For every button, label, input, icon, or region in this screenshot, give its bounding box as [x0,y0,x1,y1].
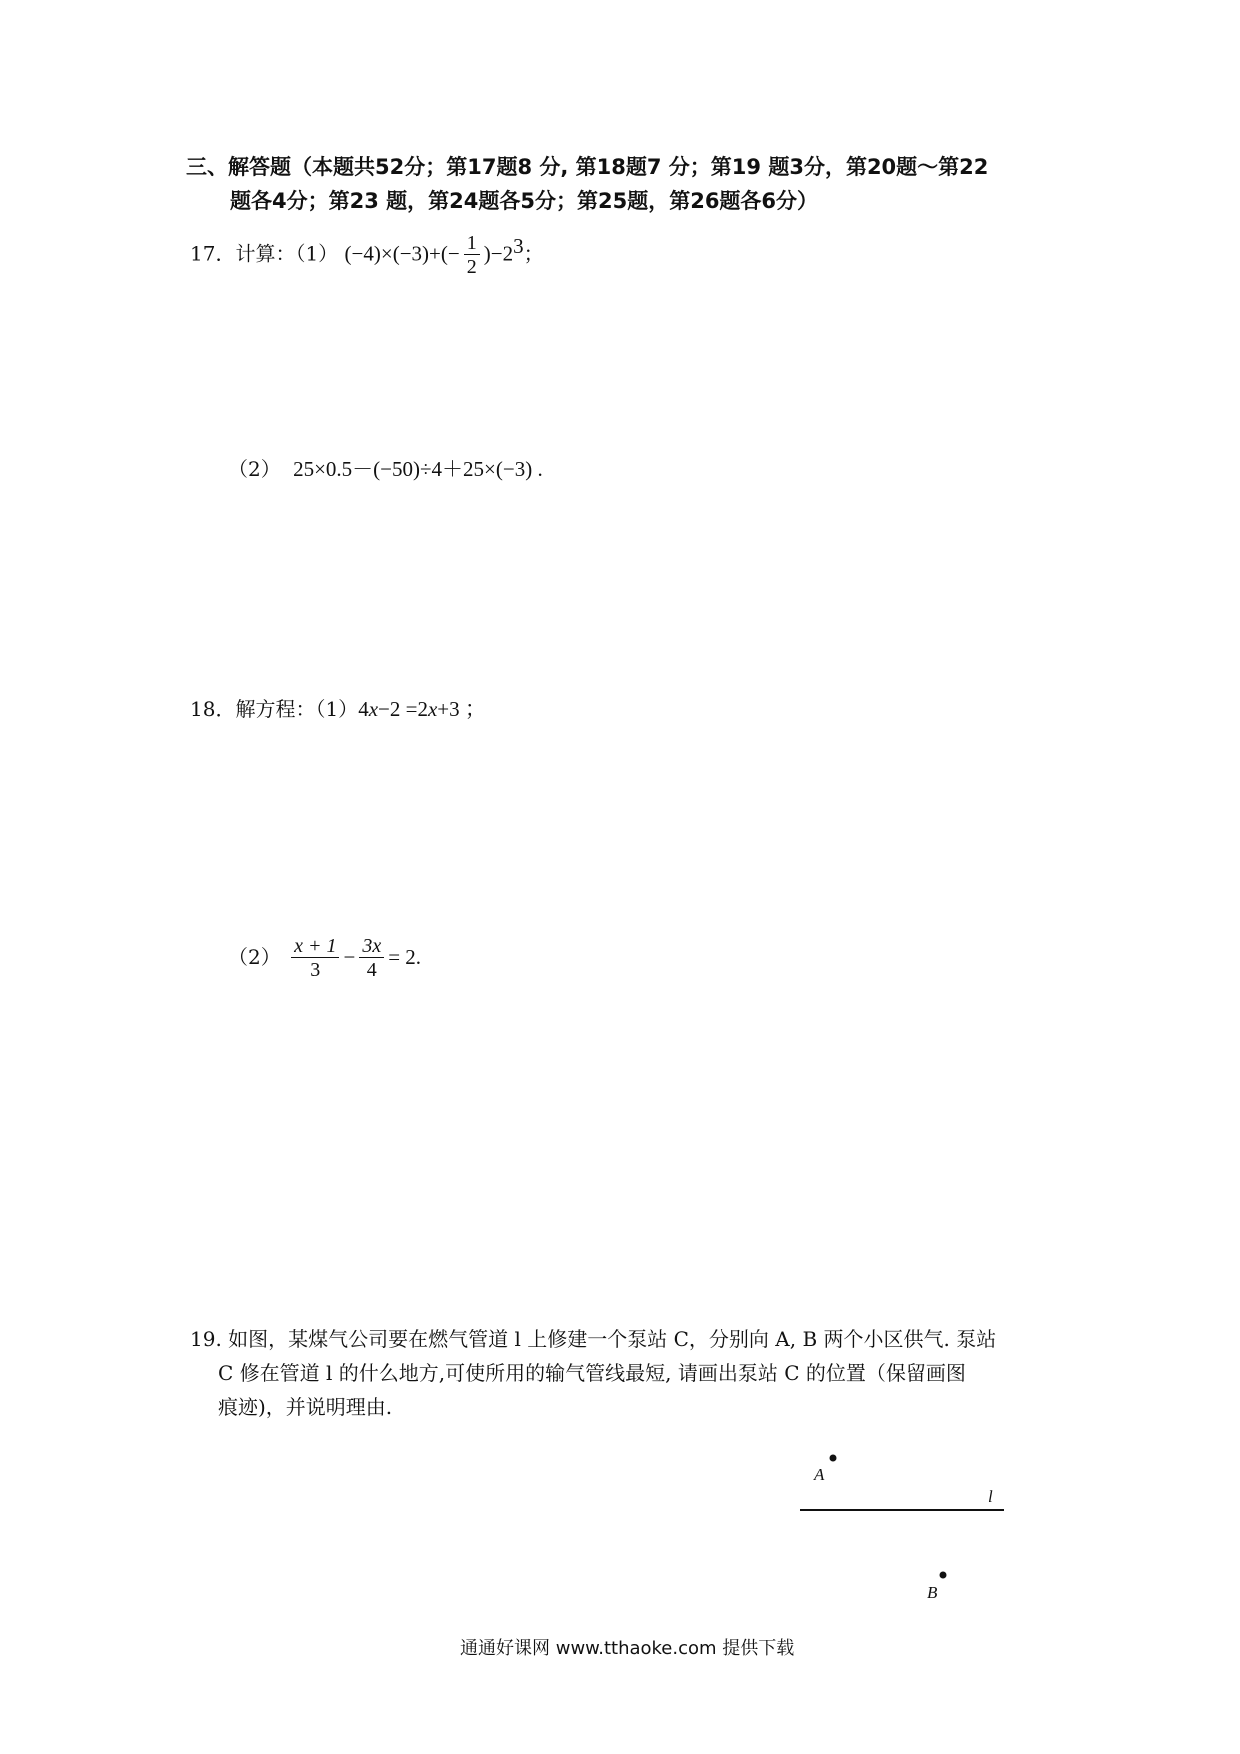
q17-p1-end: ； [523,241,544,266]
q18-p2-end: = 2. [388,945,422,969]
q18-number: 18． [190,697,236,721]
point-a-label: A [814,1465,825,1484]
q18-p2-fraction2 [359,935,384,982]
q18-p2-f1-num: x + 1 [291,935,339,958]
q19-line1: 19. 如图，某煤气公司要在燃气管道 l 上修建一个泵站 C，分别向 A, B 两个小区供气. 泵站 [190,1327,997,1351]
q17-p1-expr-b: )−2 [483,241,514,266]
q18-p1-var2: x [427,697,438,721]
q18-p1-var1: x [368,697,379,721]
q19-line3: 痕迹)，并说明理由. [218,1395,393,1419]
q18-part2 [228,935,421,982]
q18-p1-expr-a: 4 [358,697,369,721]
point-a-dot [830,1455,837,1462]
q18-p2-fraction1 [291,935,339,982]
q17-label: 计算： [235,241,296,266]
point-b-dot [940,1572,947,1579]
q17-part2 [228,453,543,485]
q17-part1 [190,230,544,279]
point-b-label: B [927,1583,938,1602]
q18-p2-minus: − [343,945,356,969]
section-title: 三、解答题（本题共52分；第17题8 分, 第18题7 分；第19 题3分，第20题～第22 [186,155,989,179]
section-title-cont: 题各4分；第23 题，第24题各5分；第25题，第26题各6分） [230,189,819,213]
page-footer: 通通好课网 www.tthaoke.com 提供下载 [460,1638,795,1659]
q17-p1-sup: 3 [513,234,524,258]
q18-p1-expr-b: −2 =2 [378,697,428,721]
q18-p2-f2-den: 4 [366,959,377,981]
q18-p1-expr-c: +3 ； [437,697,486,721]
q18-p2-tag: （2） [228,945,281,969]
q17-p1-tag: （1） [295,241,339,266]
q17-p1-expr-a: (−4)×(−3)+(− [344,241,460,266]
q18-label: 解方程： [235,697,316,721]
q19-figure [790,1440,1020,1610]
line-l-label: l [988,1487,993,1506]
q18-p1-tag: （1） [315,697,359,721]
q17-p1-frac-den: 2 [466,255,477,278]
q17-p2-tag: （2） [228,457,281,481]
q17-p1-fraction [464,232,480,279]
q17-number: 17． [190,241,236,266]
q18-p2-f2-num: 3x [359,935,384,958]
q17-p1-frac-num: 1 [464,232,480,255]
q18-part1 [190,693,486,725]
q19-line2: C 修在管道 l 的什么地方,可使所用的输气管线最短, 请画出泵站 C 的位置（保留画图 [218,1361,966,1385]
q18-p2-f1-den: 3 [310,959,321,981]
q17-p2-expr: 25×0.5－(−50)÷4＋25×(−3) . [293,457,543,481]
